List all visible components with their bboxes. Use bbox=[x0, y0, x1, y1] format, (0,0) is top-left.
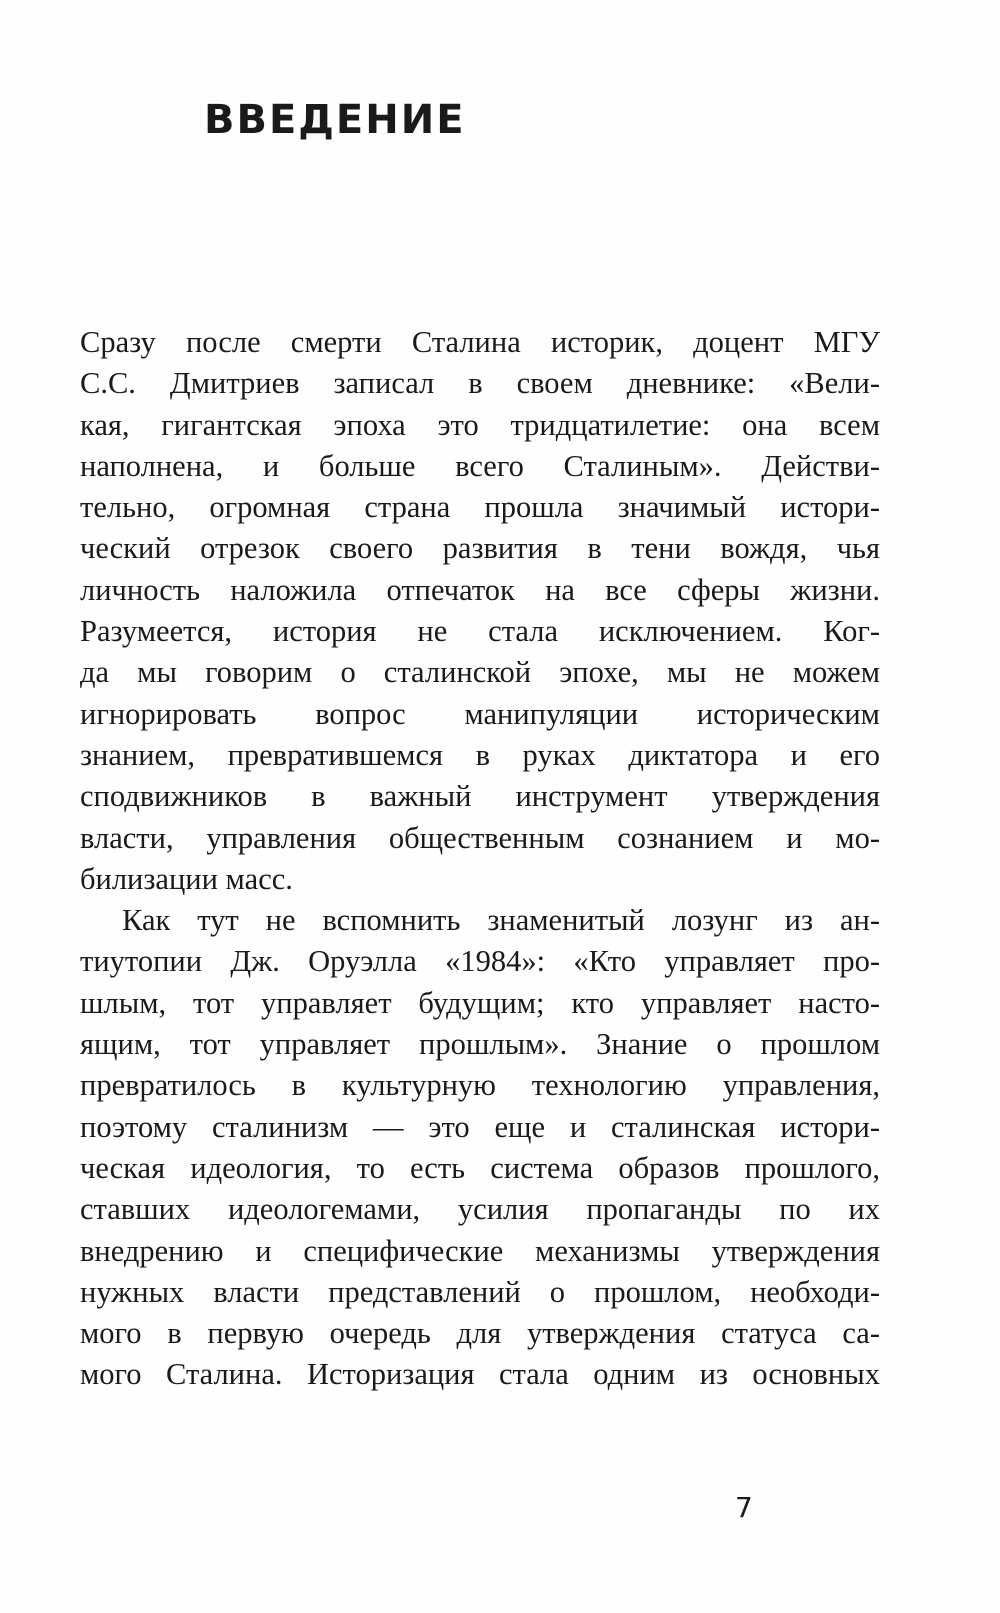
paragraph-line: сподвижников в важный инструмент утверждения bbox=[80, 779, 880, 814]
paragraph-line: Разумеется, история не стала исключением. Ког- bbox=[80, 614, 880, 649]
paragraph-line: поэтому сталинизм — это еще и сталинская истори- bbox=[80, 1109, 880, 1144]
paragraph-line: игнорировать вопрос манипуляции историческим bbox=[80, 696, 880, 731]
paragraph-line: власти, управления общественным сознанием и мо- bbox=[80, 820, 880, 855]
paragraph-line: Как тут не вспомнить знаменитый лозунг из ан- bbox=[122, 903, 880, 938]
paragraph-line: знанием, превратившемся в руках диктатора и его bbox=[80, 737, 880, 772]
chapter-title: ВВЕДЕНИЕ bbox=[204, 97, 466, 143]
paragraph-line: шлым, тот управляет будущим; кто управляет насто- bbox=[80, 985, 880, 1020]
paragraph-line: билизации масс. bbox=[80, 861, 293, 896]
paragraph-line: тиутопии Дж. Оруэлла «1984»: «Кто управляет про- bbox=[80, 944, 880, 979]
paragraph-line: мого в первую очередь для утверждения статуса са- bbox=[80, 1316, 880, 1351]
paragraph-line: кая, гигантская эпоха это тридцатилетие: она всем bbox=[80, 407, 880, 442]
paragraph-line: внедрению и специфические механизмы утверждения bbox=[80, 1233, 880, 1268]
paragraph-line: ческая идеология, то есть система образов прошлого, bbox=[80, 1150, 880, 1185]
page-number: 7 bbox=[735, 1491, 753, 1524]
paragraph-line: С.С. Дмитриев записал в своем дневнике: «Вели- bbox=[80, 366, 880, 401]
paragraph-line: наполнена, и больше всего Сталиным». Действи- bbox=[80, 448, 880, 483]
paragraph-line: личность наложила отпечаток на все сферы жизни. bbox=[80, 572, 880, 607]
paragraph-line: ящим, тот управляет прошлым». Знание о прошлом bbox=[80, 1027, 880, 1062]
paragraph-line: превратилось в культурную технологию управления, bbox=[80, 1068, 880, 1103]
paragraph-line: Сразу после смерти Сталина историк, доцент МГУ bbox=[80, 325, 880, 359]
paragraph-line: ставших идеологемами, усилия пропаганды по их bbox=[80, 1192, 880, 1227]
paragraph-line: тельно, огромная страна прошла значимый истори- bbox=[80, 490, 880, 525]
paragraph-line: нужных власти представлений о прошлом, необходи- bbox=[80, 1274, 880, 1309]
body-text bbox=[80, 322, 880, 1396]
paragraph-line: да мы говорим о сталинской эпохе, мы не можем bbox=[80, 655, 880, 690]
paragraph-line: мого Сталина. Историзация стала одним из основных bbox=[80, 1357, 880, 1392]
paragraph-line: ческий отрезок своего развития в тени вождя, чья bbox=[80, 531, 880, 566]
